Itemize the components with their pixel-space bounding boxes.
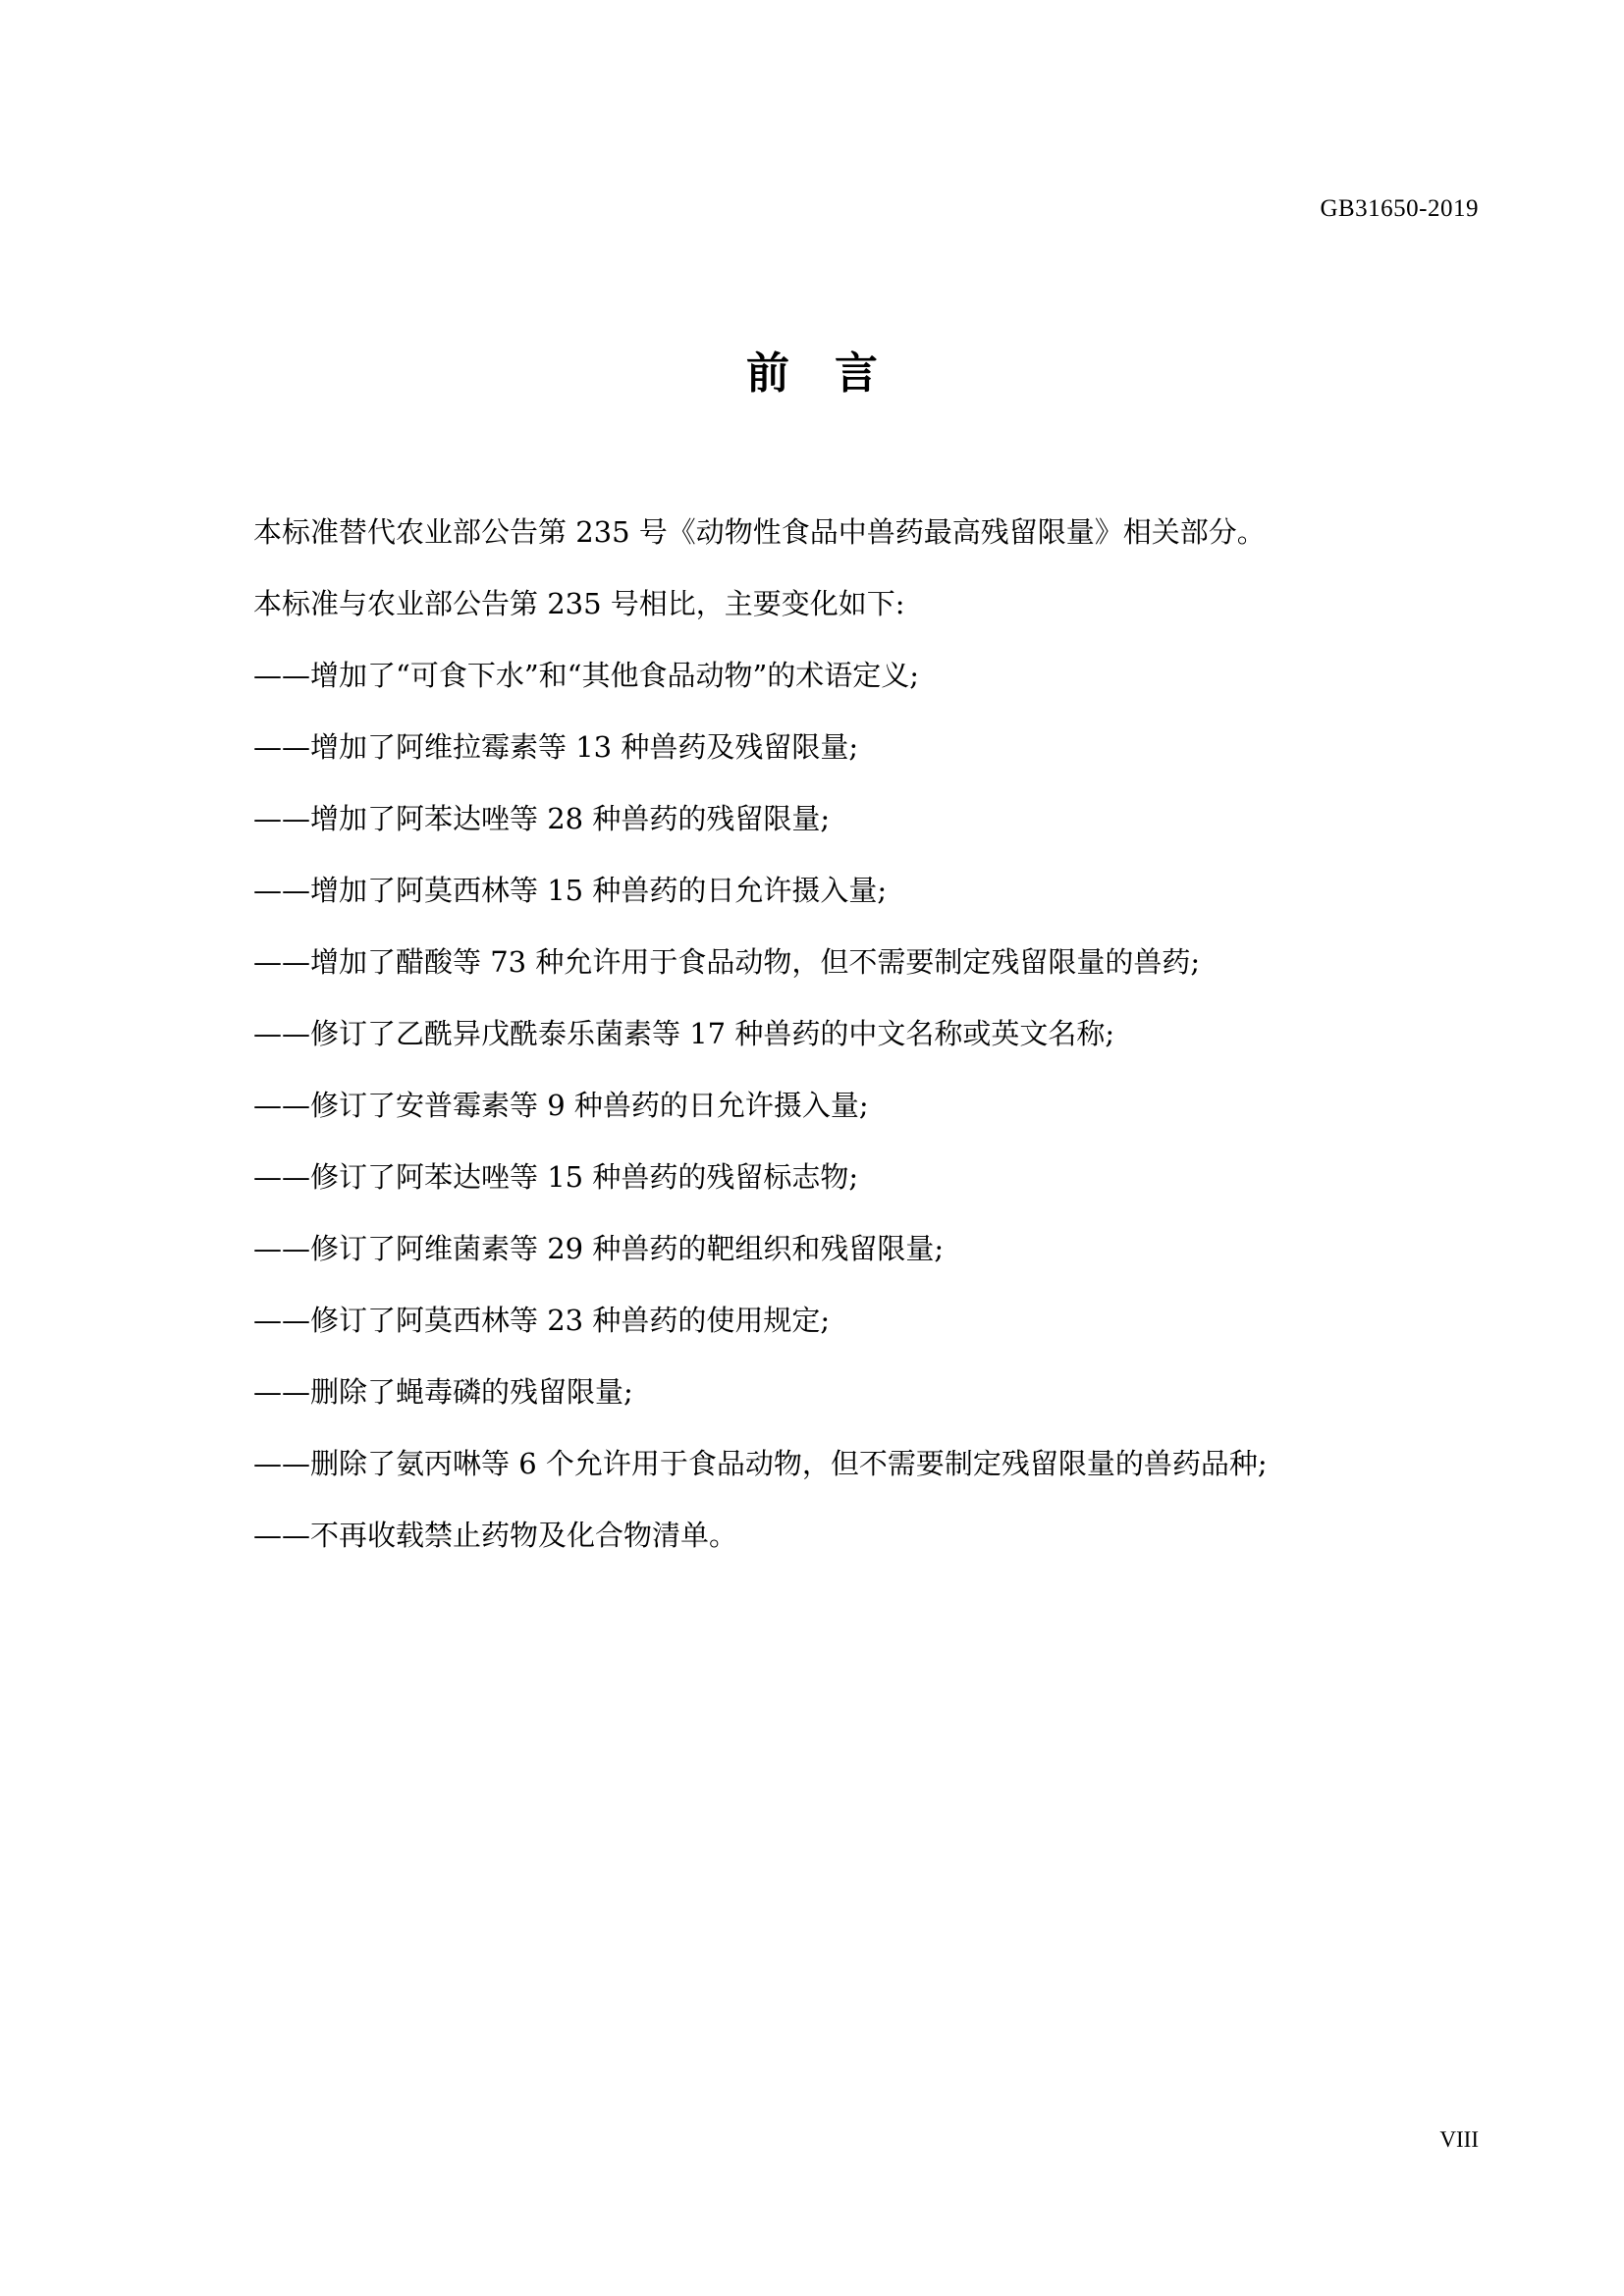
change-item: ——增加了阿苯达唑等 28 种兽药的残留限量; <box>253 802 831 835</box>
change-item: ——增加了阿维拉霉素等 13 种兽药及残留限量; <box>253 730 859 764</box>
change-item: ——修订了安普霉素等 9 种兽药的日允许摄入量; <box>253 1089 869 1122</box>
change-item: ——修订了阿维菌素等 29 种兽药的靶组织和残留限量; <box>253 1232 945 1265</box>
page-number: VIII <box>1439 2127 1479 2152</box>
page-title: 前言 <box>746 348 923 399</box>
change-item: ——增加了醋酸等 73 种允许用于食品动物，但不需要制定残留限量的兽药; <box>253 945 1201 979</box>
foreword-body <box>253 512 1481 1587</box>
change-item: ——增加了“可食下水”和“其他食品动物”的术语定义; <box>253 659 920 692</box>
change-item: ——修订了阿莫西林等 23 种兽药的使用规定; <box>253 1304 831 1337</box>
change-item: ——删除了蝇毒磷的残留限量; <box>253 1375 633 1409</box>
change-item: ——修订了阿苯达唑等 15 种兽药的残留标志物; <box>253 1160 859 1194</box>
paragraph-intro: 本标准替代农业部公告第 235 号《动物性食品中兽药最高残留限量》相关部分。 <box>253 515 1266 549</box>
change-item: ——增加了阿莫西林等 15 种兽药的日允许摄入量; <box>253 874 888 907</box>
change-item: ——不再收载禁止药物及化合物清单。 <box>253 1519 738 1552</box>
change-item: ——删除了氨丙啉等 6 个允许用于食品动物，但不需要制定残留限量的兽药品种; <box>253 1447 1268 1480</box>
change-item: ——修订了乙酰异戊酰泰乐菌素等 17 种兽药的中文名称或英文名称; <box>253 1017 1115 1050</box>
document-code: GB31650-2019 <box>1320 195 1479 222</box>
paragraph-changes-heading: 本标准与农业部公告第 235 号相比，主要变化如下: <box>253 587 905 620</box>
